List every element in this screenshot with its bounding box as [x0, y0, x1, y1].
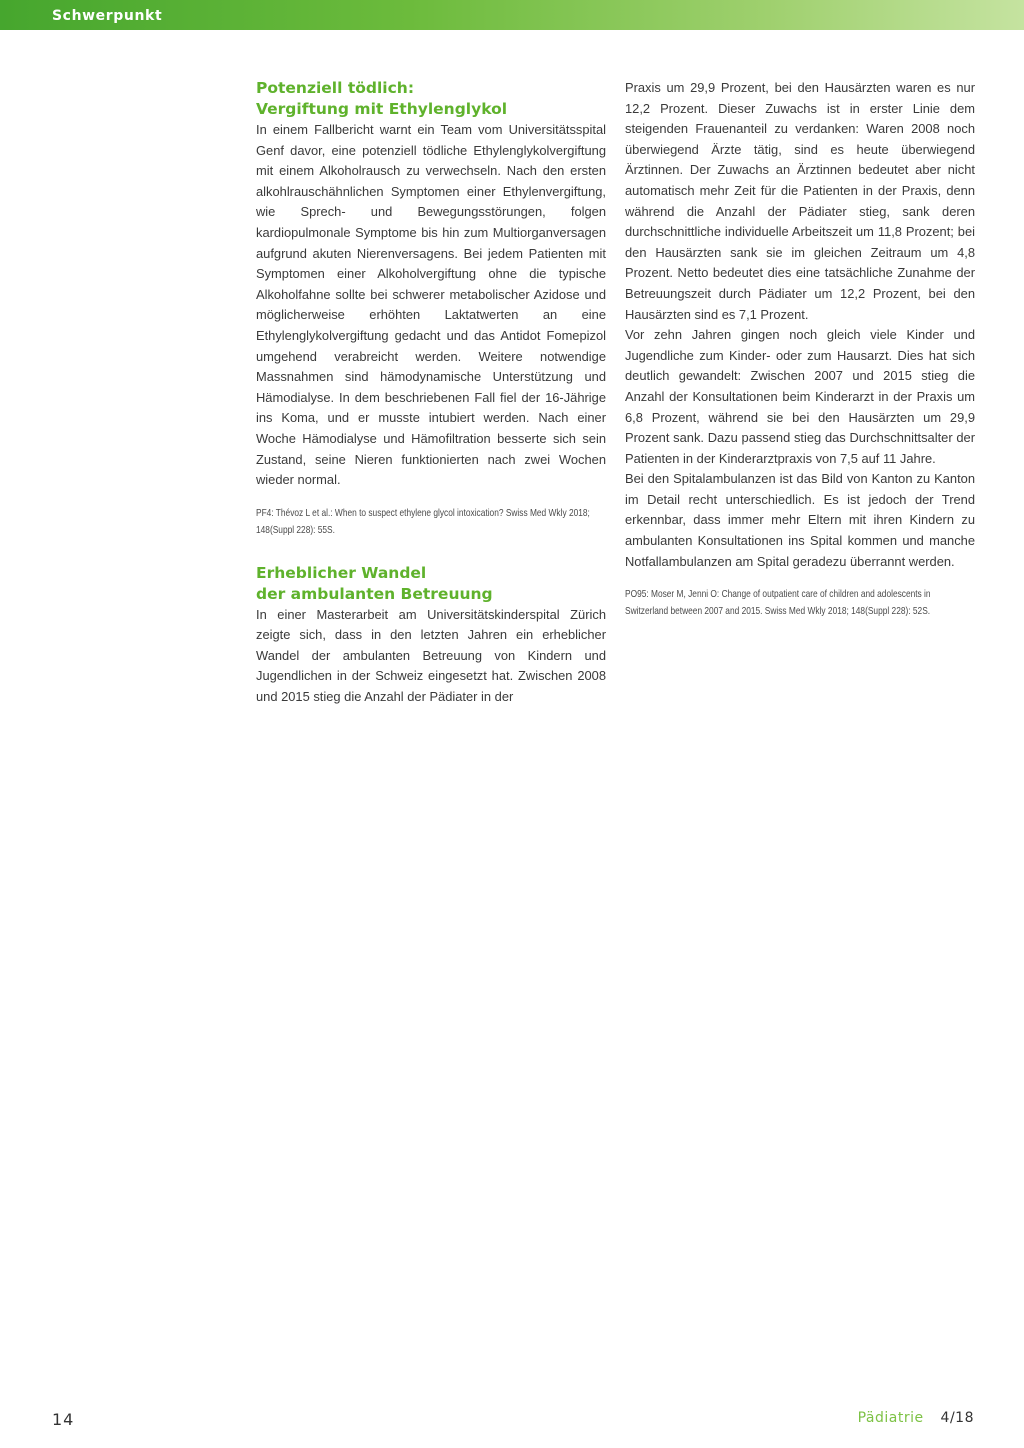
article1-heading-line1: Potenziell tödlich: [256, 79, 415, 97]
article2-heading-line2: der ambulanten Betreuung [256, 584, 493, 603]
article2-heading [256, 563, 606, 605]
article1-heading-line2: Vergiftung mit Ethylenglykol [256, 100, 508, 118]
article1-reference: PF4: Thévoz L et al.: When to suspect ethylene glycol intoxication? Swiss Med Wkly 2018; 148(Suppl 228): 55S. [256, 507, 590, 536]
magazine-name: Pädiatrie [857, 1410, 924, 1426]
article2-heading-line1: Erheblicher Wandel [256, 563, 427, 582]
article2-body-paragraph-1: Praxis um 29,9 Prozent, bei den Hausärzten waren es nur 12,2 Prozent. Dieser Zuwachs ist in erster Linie dem steigenden Frauenanteil zu verdanken: Waren 2008 noch überwiegend Ärzte tätig, sind es heute überwiegend Ärztinnen. Der Zuwachs an Ärztinnen bedeutet aber nicht automatisch mehr Zeit für die Patienten in der Praxis, denn während die Anzahl der Pädiater stieg, sank deren durchschnittliche individuelle Arbeitszeit um 11,8 Prozent; bei den Hausärzten sank sie im gleichen Zeitraum um 4,8 Prozent. Netto bedeutet dies eine tatsächliche Zunahme der Betreuungszeit durch Pädiater um 12,2 Prozent, bei den Hausärzten sind es 7,1 Prozent. [625, 80, 975, 322]
article2-body-paragraph-2: Vor zehn Jahren gingen noch gleich viele Kinder und Jugendliche zum Kinder- oder zum Hausarzt. Dies hat sich deutlich gewandelt: Zwischen 2007 und 2015 stieg die Anzahl der Konsultationen beim Kinderarzt in der Praxis um 6,8 Prozent, während sie bei den Hausärzten um 29,9 Prozent sank. Dazu passend stieg das Durchschnittsalter der Patienten in der Kinderarztpraxis von 7,5 auf 11 Jahre. [625, 327, 975, 466]
section-header-bar [0, 0, 1024, 30]
magazine-footer [858, 1410, 974, 1426]
article1-body: In einem Fallbericht warnt ein Team vom Universitätsspital Genf davor, eine potenziell tödliche Ethylenglykolvergiftung mit einem Alkoholrausch zu verwechseln. Nach den ersten alkohlrauschähnlichen Symptomen einer Ethylenvergiftung, wie Sprech- und Bewegungsstörungen, folgen kardiopulmonale Symptome bis hin zum Multiorganversagen aufgrund akuten Nierenversagens. Bei jedem Patienten mit Symptomen einer Alkoholvergiftung ohne die typische Alkoholfahne sollte bei schwerer metabolischer Azidose und möglicherweise erhöhten Laktatwerten an eine Ethylenglykolvergiftung gedacht und das Antidot Fomepizol umgehend verabreicht werden. Weitere notwendige Massnahmen sind hämodynamische Unterstützung und Hämodialyse. In dem beschriebenen Fall fiel der 16-Jährige ins Koma, und er musste intubiert werden. Nach einer Woche Hämodialyse und Hämofiltration besserte sich sein Zustand, seine Nieren funktionierten nach zwei Wochen wieder normal. [256, 122, 606, 488]
issue-number: 4/18 [940, 1410, 974, 1426]
right-column [625, 78, 975, 620]
page-number: 14 [52, 1410, 75, 1429]
article2-reference: PO95: Moser M, Jenni O: Change of outpatient care of children and adolescents in Switzerland between 2007 and 2015. Swiss Med Wkly 2018; 148(Suppl 228): 52S. [625, 589, 931, 618]
article1-heading [256, 78, 606, 120]
left-column [256, 78, 606, 708]
section-label: Schwerpunkt [52, 8, 163, 24]
article2-body-paragraph-3: Bei den Spitalambulanzen ist das Bild von Kanton zu Kanton im Detail recht unterschiedlich. Es ist jedoch der Trend erkennbar, dass immer mehr Eltern mit ihren Kindern zu ambulanten Konsultationen ins Spital kommen und manche Notfallambulanzen am Spital geradezu überrannt werden. [625, 471, 975, 569]
article2-body-left: In einer Masterarbeit am Universitätskinderspital Zürich zeigte sich, dass in den letzten Jahren ein erheblicher Wandel der ambulanten Betreuung von Kindern und Jugendlichen in der Schweiz eingesetzt hat. Zwischen 2008 und 2015 stieg die Anzahl der Pädiater in der [256, 606, 606, 705]
